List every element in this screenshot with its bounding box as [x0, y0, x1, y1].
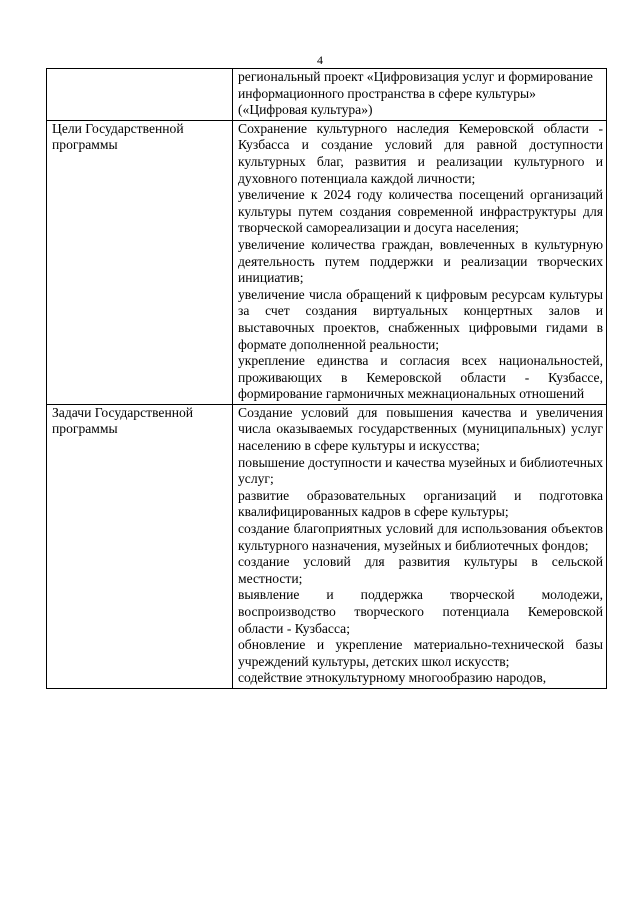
content-paragraph: Сохранение культурного наследия Кемеровской области - Кузбасса и создание условий для равной доступности культурных благ, развития и реализации культурного и духовного потенциала каждой личности;: [238, 120, 603, 186]
row-content-digital-culture: [233, 69, 607, 121]
page-number: 4: [317, 53, 323, 67]
row-content-tasks: [233, 404, 607, 688]
content-paragraph: Создание условий для повышения качества и увеличения числа оказываемых государственных (муниципальных) услуг населению в сфере культуры и искусства;: [238, 404, 603, 454]
table-row: [47, 120, 607, 404]
program-passport-table: [46, 68, 607, 689]
content-paragraph: развитие образовательных организаций и подготовка квалифицированных кадров в сфере культуры;: [238, 487, 603, 520]
content-paragraph: создание условий для развития культуры в сельской местности;: [238, 554, 603, 586]
content-paragraph: увеличение количества граждан, вовлеченных в культурную деятельность путем поддержки и реализации творческих инициатив;: [238, 236, 603, 286]
content-paragraph: увеличение числа обращений к цифровым ресурсам культуры за счет создания виртуальных концертных залов и выставочных проектов, снабженных цифровыми гидами в формате дополненной реальности;: [238, 286, 603, 352]
content-paragraph: повышение доступности и качества музейных и библиотечных услуг;: [238, 454, 603, 487]
content-paragraph: укрепление единства и согласия всех национальностей, проживающих в Кемеровской области - Кузбассе, формирование гармоничных межнациональных отношений: [238, 353, 603, 402]
content-paragraph: обновление и укрепление материально-технической базы учреждений культуры, детских школ искусств;: [238, 637, 603, 669]
table-row: [47, 404, 607, 688]
content-paragraph: региональный проект «Цифровизация услуг и формирование информационного пространства в сфере культуры» («Цифровая культура»): [238, 69, 593, 118]
content-paragraph: содействие этнокультурному многообразию народов,: [238, 670, 547, 686]
row-content-goals: [233, 120, 607, 404]
content-paragraph: выявление и поддержка творческой молодежи, воспроизводство творческого потенциала Кемеровской области - Кузбасса;: [238, 587, 603, 636]
row-label-tasks: Задачи Государственной программы: [47, 404, 233, 688]
content-paragraph: создание благоприятных условий для использования объектов культурного назначения, музейных и библиотечных фондов;: [238, 521, 603, 553]
row-label-goals: Цели Государственной программы: [47, 120, 233, 404]
row-label-empty: [47, 69, 233, 121]
content-paragraph: увеличение к 2024 году количества посещений организаций культуры путем создания современной инфраструктуры для творческой самореализации и досуга населения;: [238, 187, 603, 236]
table-row: [47, 69, 607, 121]
